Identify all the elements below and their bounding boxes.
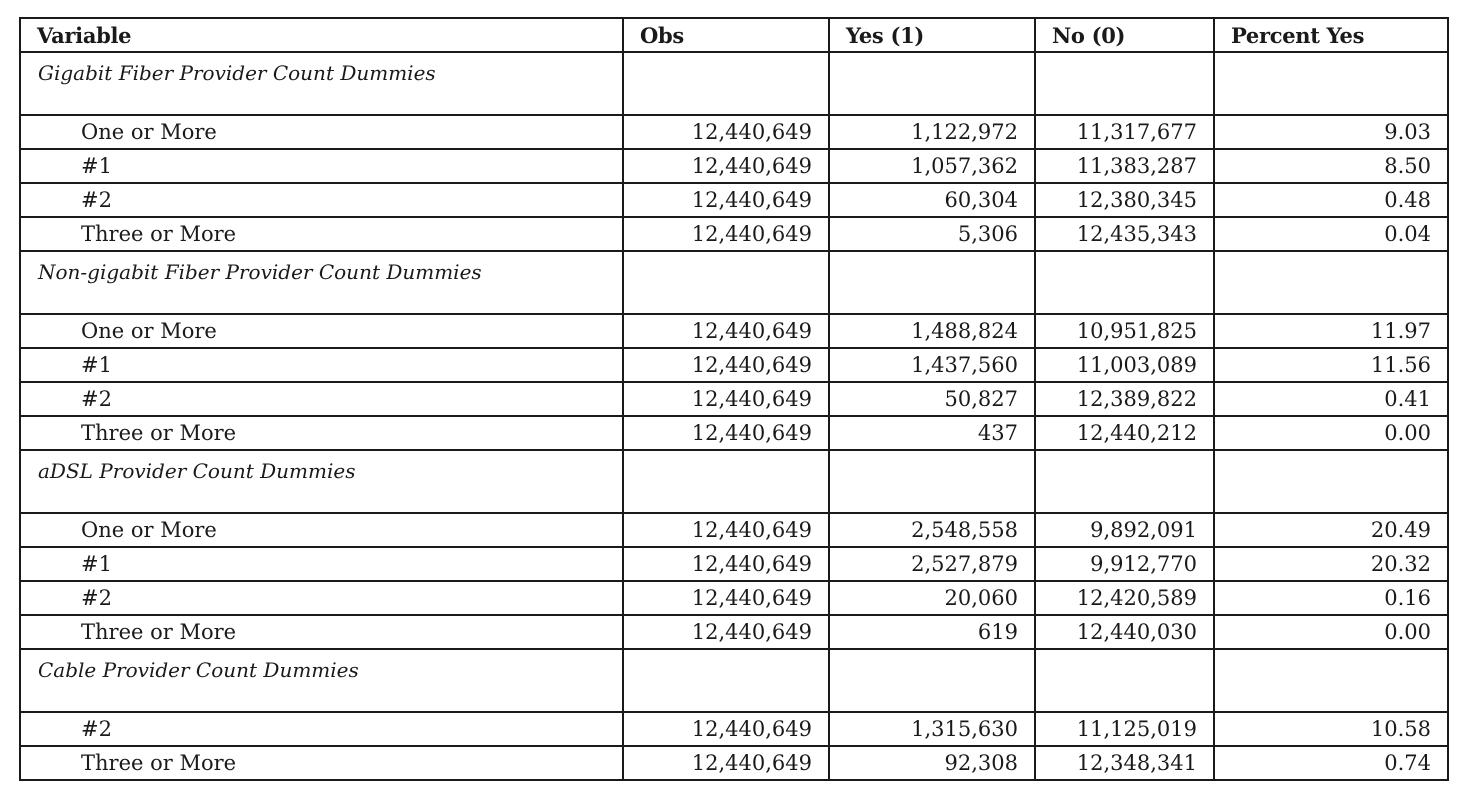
- empty-cell: [1214, 251, 1448, 314]
- table-row: [20, 712, 1448, 746]
- obs-cell: 12,440,649: [623, 712, 829, 746]
- yes-cell: 92,308: [829, 746, 1035, 780]
- header-obs: Obs: [623, 18, 829, 52]
- section-title: Cable Provider Count Dummies: [20, 649, 623, 712]
- no-cell: 12,420,589: [1035, 581, 1214, 615]
- yes-cell: 1,488,824: [829, 314, 1035, 348]
- obs-cell: 12,440,649: [623, 314, 829, 348]
- empty-cell: [623, 649, 829, 712]
- table-row: [20, 314, 1448, 348]
- empty-cell: [1035, 450, 1214, 513]
- percent-yes-cell: 20.49: [1214, 513, 1448, 547]
- obs-cell: 12,440,649: [623, 348, 829, 382]
- table-row: [20, 217, 1448, 251]
- no-cell: 11,125,019: [1035, 712, 1214, 746]
- header-variable: Variable: [20, 18, 623, 52]
- percent-yes-cell: 0.41: [1214, 382, 1448, 416]
- empty-cell: [1035, 52, 1214, 115]
- empty-cell: [1214, 649, 1448, 712]
- obs-cell: 12,440,649: [623, 149, 829, 183]
- row-label: #1: [20, 547, 623, 581]
- percent-yes-cell: 0.04: [1214, 217, 1448, 251]
- table-row: [20, 513, 1448, 547]
- obs-cell: 12,440,649: [623, 416, 829, 450]
- empty-cell: [1214, 450, 1448, 513]
- percent-yes-cell: 8.50: [1214, 149, 1448, 183]
- header-row: [20, 18, 1448, 52]
- no-cell: 9,892,091: [1035, 513, 1214, 547]
- section-row: [20, 649, 1448, 712]
- row-label: #2: [20, 581, 623, 615]
- section-title: aDSL Provider Count Dummies: [20, 450, 623, 513]
- yes-cell: 20,060: [829, 581, 1035, 615]
- section-title: Non-gigabit Fiber Provider Count Dummies: [20, 251, 623, 314]
- table-row: [20, 348, 1448, 382]
- empty-cell: [1035, 251, 1214, 314]
- row-label: Three or More: [20, 217, 623, 251]
- no-cell: 12,380,345: [1035, 183, 1214, 217]
- empty-cell: [623, 52, 829, 115]
- yes-cell: 50,827: [829, 382, 1035, 416]
- obs-cell: 12,440,649: [623, 183, 829, 217]
- row-label: Three or More: [20, 416, 623, 450]
- table-row: [20, 581, 1448, 615]
- empty-cell: [829, 450, 1035, 513]
- percent-yes-cell: 0.48: [1214, 183, 1448, 217]
- no-cell: 12,440,212: [1035, 416, 1214, 450]
- row-label: One or More: [20, 115, 623, 149]
- empty-cell: [623, 450, 829, 513]
- yes-cell: 5,306: [829, 217, 1035, 251]
- percent-yes-cell: 20.32: [1214, 547, 1448, 581]
- yes-cell: 1,122,972: [829, 115, 1035, 149]
- no-cell: 12,389,822: [1035, 382, 1214, 416]
- table-row: [20, 115, 1448, 149]
- obs-cell: 12,440,649: [623, 746, 829, 780]
- yes-cell: 1,315,630: [829, 712, 1035, 746]
- obs-cell: 12,440,649: [623, 217, 829, 251]
- percent-yes-cell: 9.03: [1214, 115, 1448, 149]
- row-label: #2: [20, 183, 623, 217]
- row-label: #1: [20, 348, 623, 382]
- obs-cell: 12,440,649: [623, 115, 829, 149]
- table-row: [20, 416, 1448, 450]
- percent-yes-cell: 11.56: [1214, 348, 1448, 382]
- percent-yes-cell: 0.00: [1214, 416, 1448, 450]
- yes-cell: 1,437,560: [829, 348, 1035, 382]
- table-row: [20, 746, 1448, 780]
- yes-cell: 2,527,879: [829, 547, 1035, 581]
- percent-yes-cell: 11.97: [1214, 314, 1448, 348]
- no-cell: 12,440,030: [1035, 615, 1214, 649]
- obs-cell: 12,440,649: [623, 581, 829, 615]
- row-label: Three or More: [20, 615, 623, 649]
- obs-cell: 12,440,649: [623, 382, 829, 416]
- row-label: #2: [20, 712, 623, 746]
- obs-cell: 12,440,649: [623, 615, 829, 649]
- no-cell: 12,348,341: [1035, 746, 1214, 780]
- row-label: #1: [20, 149, 623, 183]
- section-row: [20, 251, 1448, 314]
- yes-cell: 619: [829, 615, 1035, 649]
- obs-cell: 12,440,649: [623, 513, 829, 547]
- table-row: [20, 149, 1448, 183]
- section-title: Gigabit Fiber Provider Count Dummies: [20, 52, 623, 115]
- empty-cell: [829, 52, 1035, 115]
- row-label: #2: [20, 382, 623, 416]
- table-row: [20, 547, 1448, 581]
- empty-cell: [1214, 52, 1448, 115]
- header-no: No (0): [1035, 18, 1214, 52]
- row-label: Three or More: [20, 746, 623, 780]
- section-row: [20, 450, 1448, 513]
- table-row: [20, 382, 1448, 416]
- no-cell: 11,383,287: [1035, 149, 1214, 183]
- percent-yes-cell: 0.16: [1214, 581, 1448, 615]
- no-cell: 9,912,770: [1035, 547, 1214, 581]
- yes-cell: 437: [829, 416, 1035, 450]
- yes-cell: 1,057,362: [829, 149, 1035, 183]
- percent-yes-cell: 10.58: [1214, 712, 1448, 746]
- row-label: One or More: [20, 314, 623, 348]
- table-row: [20, 615, 1448, 649]
- yes-cell: 60,304: [829, 183, 1035, 217]
- table-row: [20, 183, 1448, 217]
- empty-cell: [829, 649, 1035, 712]
- percent-yes-cell: 0.00: [1214, 615, 1448, 649]
- summary-statistics-table: [19, 17, 1449, 781]
- no-cell: 10,951,825: [1035, 314, 1214, 348]
- yes-cell: 2,548,558: [829, 513, 1035, 547]
- obs-cell: 12,440,649: [623, 547, 829, 581]
- empty-cell: [623, 251, 829, 314]
- header-yes: Yes (1): [829, 18, 1035, 52]
- row-label: One or More: [20, 513, 623, 547]
- empty-cell: [1035, 649, 1214, 712]
- header-percent-yes: Percent Yes: [1214, 18, 1448, 52]
- empty-cell: [829, 251, 1035, 314]
- no-cell: 12,435,343: [1035, 217, 1214, 251]
- no-cell: 11,003,089: [1035, 348, 1214, 382]
- section-row: [20, 52, 1448, 115]
- no-cell: 11,317,677: [1035, 115, 1214, 149]
- percent-yes-cell: 0.74: [1214, 746, 1448, 780]
- table-body: [20, 52, 1448, 780]
